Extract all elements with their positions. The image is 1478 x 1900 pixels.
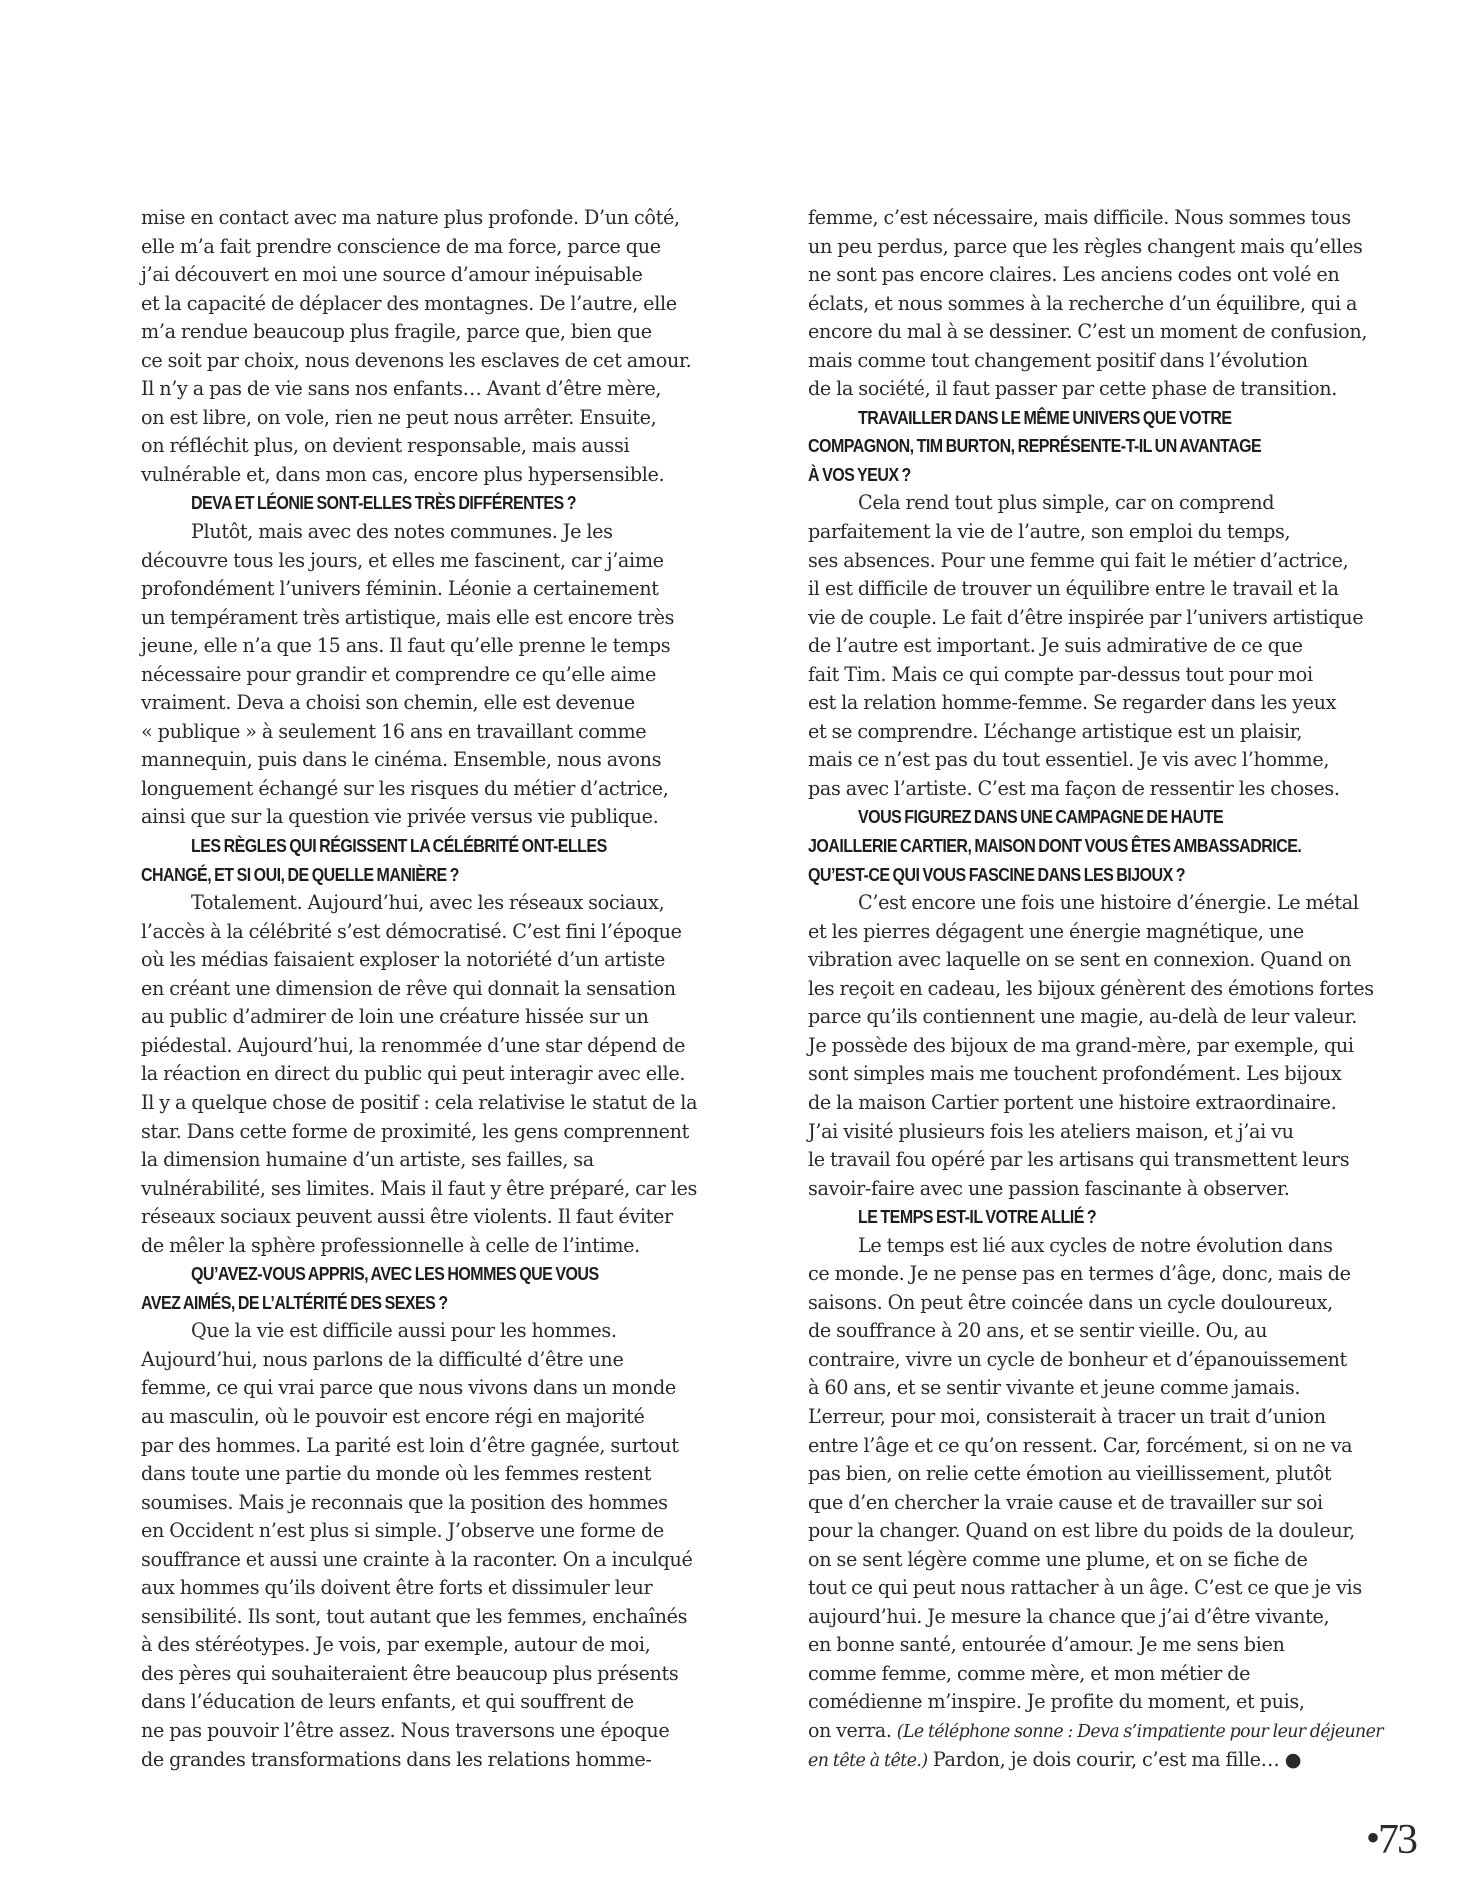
body-text-line: savoir-faire avec une passion fascinante à observer. [808, 1176, 1290, 1200]
body-text-line: la réaction en direct du public qui peut interagir avec elle. [141, 1062, 686, 1086]
body-text-line: comédienne m’inspire. Je profite du moment, et puis, [808, 1690, 1305, 1714]
body-text-line: ne pas pouvoir l’être assez. Nous traversons une époque [141, 1718, 670, 1742]
stage-direction: (Le téléphone sonne : Deva s’impatiente pour leur déjeuner [896, 1721, 1383, 1742]
body-text-line: aujourd’hui. Je mesure la chance que j’ai d’être vivante, [808, 1604, 1330, 1628]
body-text-line: le travail fou opéré par les artisans qui transmettent leurs [808, 1148, 1350, 1172]
body-text-line: Je possède des bijoux de ma grand-mère, par exemple, qui [808, 1033, 1354, 1057]
body-text-line: contraire, vivre un cycle de bonheur et d’épanouissement [808, 1347, 1347, 1371]
body-text-line: les reçoit en cadeau, les bijoux génèrent des émotions fortes [808, 976, 1374, 1000]
interview-question-line [808, 404, 1383, 433]
body-text-line: de souffrance à 20 ans, et se sentir vieille. Ou, au [808, 1319, 1268, 1343]
body-text-line [808, 1746, 1383, 1775]
body-text-line: réseaux sociaux peuvent aussi être violents. Il faut éviter [141, 1205, 673, 1229]
body-text-line: découvre tous les jours, et elles me fascinent, car j’aime [141, 548, 664, 572]
body-text-line: nécessaire pour grandir et comprendre ce qu’elle aime [141, 662, 656, 686]
question-text: VOUS FIGUREZ DANS UNE CAMPAGNE DE HAUTE [858, 807, 1224, 828]
interview-question-line [141, 1260, 713, 1289]
body-text-line: piédestal. Aujourd’hui, la renommée d’une star dépend de [141, 1033, 686, 1057]
body-text-line: femme, ce qui vrai parce que nous vivons dans un monde [141, 1376, 676, 1400]
body-text-line: saisons. On peut être coincée dans un cycle douloureux, [808, 1290, 1333, 1314]
body-text-line: Totalement. Aujourd’hui, avec les réseaux sociaux, [191, 891, 665, 915]
page-number [1366, 1814, 1416, 1864]
body-text-line [808, 1717, 1383, 1746]
body-text-line: mannequin, puis dans le cinéma. Ensemble, nous avons [141, 748, 662, 772]
body-text-line: j’ai découvert en moi une source d’amour inépuisable [141, 263, 643, 287]
interview-question-line [141, 489, 713, 518]
body-text-line: entre l’âge et ce qu’on ressent. Car, forcément, si on ne va [808, 1433, 1353, 1457]
body-text-line: on se sent légère comme une plume, et on se fiche de [808, 1547, 1308, 1571]
body-text-line: on réfléchit plus, on devient responsable, mais aussi [141, 434, 630, 458]
body-text-line: vie de couple. Le fait d’être inspirée par l’univers artistique [808, 605, 1364, 629]
body-text-line: Que la vie est difficile aussi pour les hommes. [191, 1319, 617, 1343]
body-text-line: à 60 ans, et se sentir vivante et jeune comme jamais. [808, 1376, 1301, 1400]
body-text-line: elle m’a fait prendre conscience de ma force, parce que [141, 234, 661, 258]
body-text-line: on est libre, on vole, rien ne peut nous arrêter. Ensuite, [141, 405, 657, 429]
body-text-line: de l’autre est important. Je suis admirative de ce que [808, 634, 1303, 658]
body-text-line: au public d’admirer de loin une créature hissée sur un [141, 1005, 649, 1029]
body-text-line: Aujourd’hui, nous parlons de la difficulté d’être une [141, 1347, 624, 1371]
body-text-line: vibration avec laquelle on se sent en connexion. Quand on [808, 948, 1352, 972]
body-text-line: à des stéréotypes. Je vois, par exemple, autour de moi, [141, 1633, 651, 1657]
stage-direction: en tête à tête.) [808, 1750, 928, 1771]
question-text: QU’AVEZ-VOUS APPRIS, AVEC LES HOMMES QUE VOUS [191, 1264, 599, 1285]
body-text-line: star. Dans cette forme de proximité, les gens comprennent [141, 1119, 690, 1143]
body-text-line: parce qu’ils contiennent une magie, au-delà de leur valeur. [808, 1005, 1358, 1029]
body-text-line: longuement échangé sur les risques du métier d’actrice, [141, 776, 669, 800]
body-text-line: J’ai visité plusieurs fois les ateliers maison, et j’ai vu [808, 1119, 1294, 1143]
question-text: TRAVAILLER DANS LE MÊME UNIVERS QUE VOTRE [858, 407, 1232, 428]
body-text-line: profondément l’univers féminin. Léonie a certainement [141, 577, 659, 601]
body-text-line: ses absences. Pour une femme qui fait le métier d’actrice, [808, 548, 1349, 572]
body-text-line: en Occident n’est plus si simple. J’observe une forme de [141, 1519, 664, 1543]
question-text: À VOS YEUX ? [808, 464, 911, 485]
question-text: LE TEMPS EST-IL VOTRE ALLIÉ ? [858, 1207, 1097, 1228]
interview-question-line [808, 461, 1383, 490]
body-text-line: de la société, il faut passer par cette phase de transition. [808, 377, 1338, 401]
body-text-line: des pères qui souhaiteraient être beaucoup plus présents [141, 1661, 679, 1685]
body-text: Pardon, je dois courir, c’est ma fille… ● [927, 1747, 1302, 1771]
body-text-line: mais comme tout changement positif dans l’évolution [808, 348, 1308, 372]
page-bullet-icon: • [1366, 1815, 1379, 1860]
interview-question-line [808, 861, 1383, 890]
question-text: LES RÈGLES QUI RÉGISSENT LA CÉLÉBRITÉ ONT-ELLES [191, 836, 607, 857]
body-text-line: vulnérabilité, ses limites. Mais il faut y être préparé, car les [141, 1176, 698, 1200]
body-text-line: ne sont pas encore claires. Les anciens codes ont volé en [808, 263, 1340, 287]
body-text-line: dans toute une partie du monde où les femmes restent [141, 1462, 652, 1486]
body-text-line: « publique » à seulement 16 ans en travaillant comme [141, 719, 647, 743]
body-text-line: dans l’éducation de leurs enfants, et qui souffrent de [141, 1690, 634, 1714]
body-text-line: jeune, elle n’a que 15 ans. Il faut qu’elle prenne le temps [141, 634, 671, 658]
question-text: COMPAGNON, TIM BURTON, REPRÉSENTE-T-IL UN AVANTAGE [808, 436, 1262, 457]
body-text-line: ce soit par choix, nous devenons les esclaves de cet amour. [141, 348, 692, 372]
body-text-line: m’a rendue beaucoup plus fragile, parce que, bien que [141, 320, 652, 344]
interview-question-line [808, 1203, 1383, 1232]
question-text: CHANGÉ, ET SI OUI, DE QUELLE MANIÈRE ? [141, 864, 459, 885]
body-text-line: Il n’y a pas de vie sans nos enfants… Avant d’être mère, [141, 377, 662, 401]
body-text-line: L’erreur, pour moi, consisterait à tracer un trait d’union [808, 1404, 1326, 1428]
body-text-line: par des hommes. La parité est loin d’être gagnée, surtout [141, 1433, 679, 1457]
body-text-line: de mêler la sphère professionnelle à celle de l’intime. [141, 1233, 640, 1257]
body-text-line: et les pierres dégagent une énergie magnétique, une [808, 919, 1304, 943]
body-text-line: mais ce n’est pas du tout essentiel. Je vis avec l’homme, [808, 748, 1330, 772]
interview-question-line [141, 1289, 713, 1318]
body-text-line: la dimension humaine d’un artiste, ses failles, sa [141, 1148, 594, 1172]
body-text-line: sensibilité. Ils sont, tout autant que les femmes, enchaînés [141, 1604, 688, 1628]
body-text-line: de la maison Cartier portent une histoire extraordinaire. [808, 1090, 1337, 1114]
question-text: DEVA ET LÉONIE SONT-ELLES TRÈS DIFFÉRENTES ? [191, 493, 576, 514]
body-text-line: encore du mal à se dessiner. C’est un moment de confusion, [808, 320, 1368, 344]
body-text-line: mise en contact avec ma nature plus profonde. D’un côté, [141, 206, 680, 229]
body-text-line: pour la changer. Quand on est libre du poids de la douleur, [808, 1519, 1355, 1543]
body-text-line: ce monde. Je ne pense pas en termes d’âge, donc, mais de [808, 1262, 1351, 1286]
body-text-line: pas bien, on relie cette émotion au vieillissement, plutôt [808, 1462, 1332, 1486]
body-text-line: soumises. Mais je reconnais que la position des hommes [141, 1490, 668, 1514]
body-text-line: tout ce qui peut nous rattacher à un âge. C’est ce que je vis [808, 1576, 1362, 1600]
interview-question-line [141, 861, 713, 890]
body-text-line: Plutôt, mais avec des notes communes. Je les [191, 520, 613, 544]
question-text: AVEZ AIMÉS, DE L’ALTÉRITÉ DES SEXES ? [141, 1292, 448, 1313]
body-text-line: Il y a quelque chose de positif : cela relativise le statut de la [141, 1090, 698, 1114]
question-text: JOAILLERIE CARTIER, MAISON DONT VOUS ÊTES AMBASSADRICE. [808, 836, 1302, 857]
body-text-line: pas avec l’artiste. C’est ma façon de ressentir les choses. [808, 776, 1340, 800]
body-text-line: C’est encore une fois une histoire d’énergie. Le métal [858, 891, 1359, 915]
body-text-line: femme, c’est nécessaire, mais difficile. Nous sommes tous [808, 206, 1351, 229]
body-text-line: souffrance et aussi une crainte à la raconter. On a inculqué [141, 1547, 693, 1571]
page-number-value: 73 [1378, 1817, 1417, 1863]
body-text-line: en bonne santé, entourée d’amour. Je me sens bien [808, 1633, 1285, 1657]
interview-question-line [808, 432, 1383, 461]
question-text: QU’EST-CE QUI VOUS FASCINE DANS LES BIJOUX ? [808, 864, 1186, 885]
right-column [808, 204, 1383, 1774]
body-text-line: il est difficile de trouver un équilibre entre le travail et la [808, 577, 1339, 601]
body-text-line: au masculin, où le pouvoir est encore régi en majorité [141, 1404, 645, 1428]
body-text-line: et se comprendre. L’échange artistique est un plaisir, [808, 719, 1303, 743]
body-text-line: un peu perdus, parce que les règles changent mais qu’elles [808, 234, 1363, 258]
body-text-line: ainsi que sur la question vie privée versus vie publique. [141, 805, 659, 829]
body-text-line: un tempérament très artistique, mais elle est encore très [141, 605, 675, 629]
body-text-line: l’accès à la célébrité s’est démocratisé. C’est fini l’époque [141, 919, 682, 943]
body-text-line: fait Tim. Mais ce qui compte par-dessus tout pour moi [808, 662, 1313, 686]
body-text-line: est la relation homme-femme. Se regarder dans les yeux [808, 691, 1337, 715]
body-text-line: sont simples mais me touchent profondément. Les bijoux [808, 1062, 1342, 1086]
body-text-line: éclats, et nous sommes à la recherche d’un équilibre, qui a [808, 291, 1358, 315]
body-text-line: en créant une dimension de rêve qui donnait la sensation [141, 976, 676, 1000]
body-text-line: et la capacité de déplacer des montagnes. De l’autre, elle [141, 291, 677, 315]
body-text-line: que d’en chercher la vraie cause et de travailler sur soi [808, 1490, 1323, 1514]
body-text: on verra. [808, 1718, 897, 1742]
left-column [141, 204, 713, 1774]
body-text-line: Cela rend tout plus simple, car on comprend [858, 491, 1275, 515]
body-text-line: parfaitement la vie de l’autre, son emploi du temps, [808, 520, 1291, 544]
interview-question-line [808, 832, 1383, 861]
body-text-line: comme femme, comme mère, et mon métier de [808, 1661, 1251, 1685]
body-text-line: où les médias faisaient exploser la notoriété d’un artiste [141, 948, 665, 972]
interview-question-line [141, 832, 713, 861]
body-text-line: vulnérable et, dans mon cas, encore plus hypersensible. [141, 462, 665, 486]
body-text-line: Le temps est lié aux cycles de notre évolution dans [858, 1233, 1333, 1257]
body-text-line: aux hommes qu’ils doivent être forts et dissimuler leur [141, 1576, 653, 1600]
body-text-line: de grandes transformations dans les relations homme- [141, 1747, 652, 1771]
body-text-line: vraiment. Deva a choisi son chemin, elle est devenue [141, 691, 635, 715]
interview-question-line [808, 803, 1383, 832]
